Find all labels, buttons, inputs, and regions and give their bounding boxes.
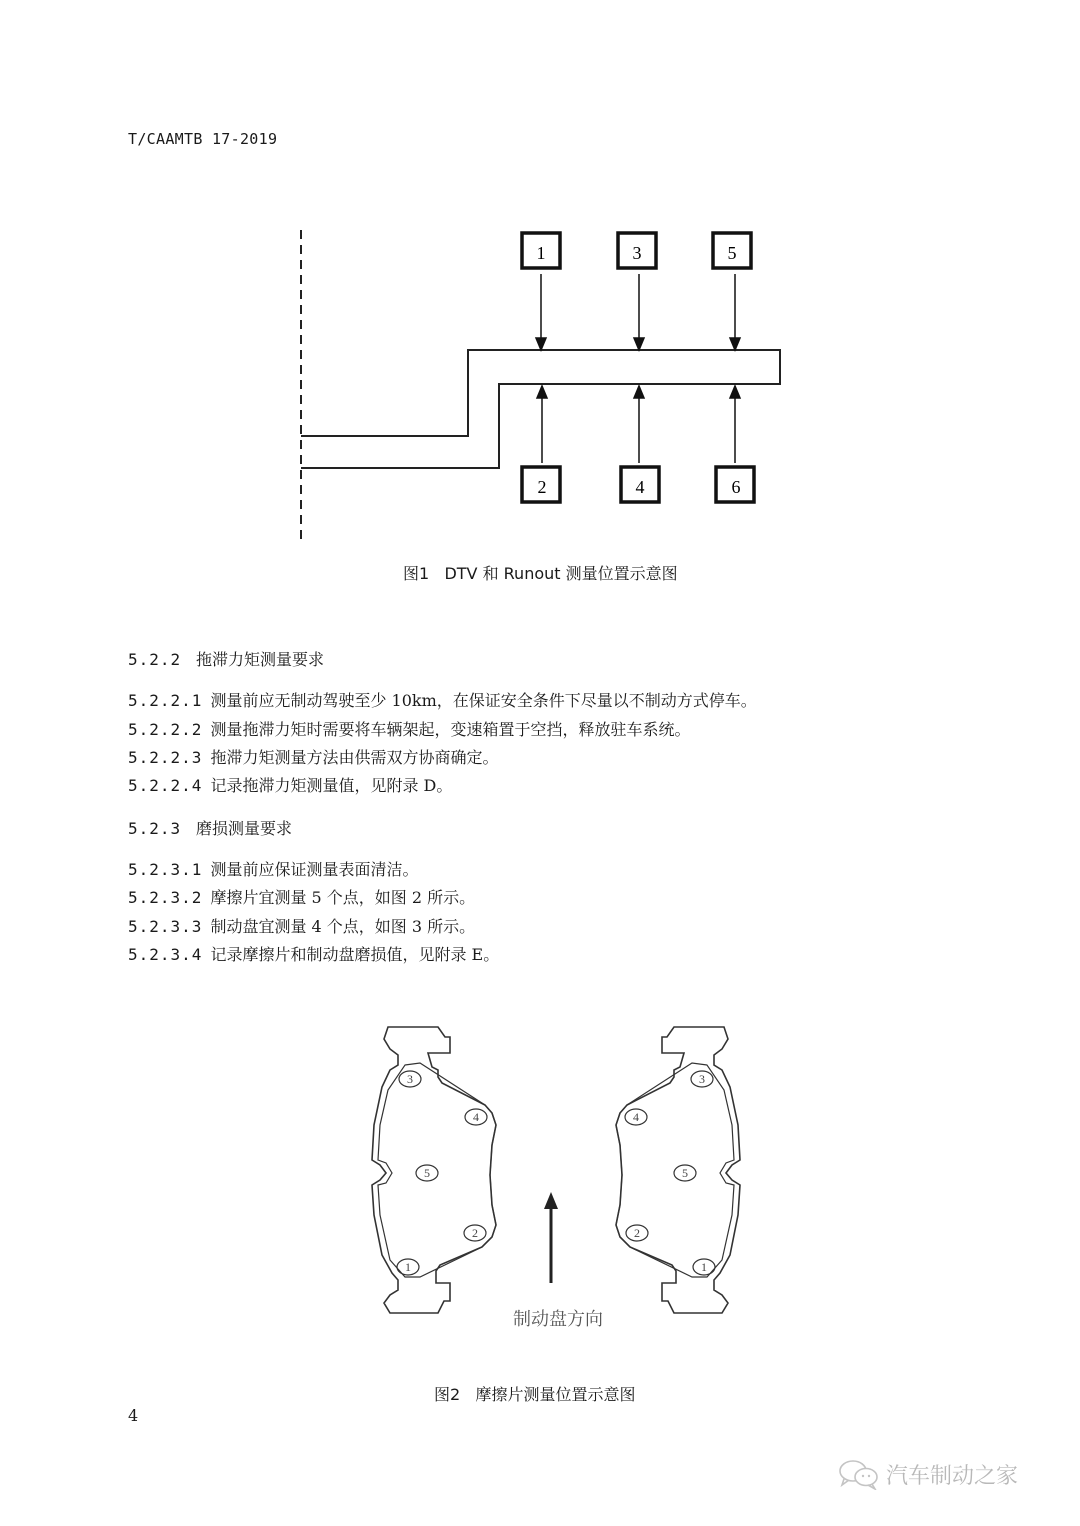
brake-pad-right <box>616 1027 740 1313</box>
brake-pad-left <box>372 1027 496 1313</box>
svg-text:2: 2 <box>634 1226 640 1240</box>
svg-text:6: 6 <box>731 477 741 497</box>
figure1-caption: 图1 DTV 和 Runout 测量位置示意图 <box>403 564 678 583</box>
point-box-3 <box>618 233 656 268</box>
watermark-text: 汽车制动之家 <box>886 1463 1019 1489</box>
paragraph-5-2-3-4: 5.2.3.4 记录摩擦片和制动盘磨损值，见附录 E。 <box>128 945 500 964</box>
point-box-2 <box>522 467 560 502</box>
figure2-caption: 图2 摩擦片测量位置示意图 <box>434 1385 636 1404</box>
standard-code: T/CAAMTB 17-2019 <box>128 130 278 148</box>
svg-text:1: 1 <box>536 243 546 263</box>
point-box-4 <box>621 467 659 502</box>
arrow-up-icon <box>537 386 740 463</box>
figure1-diagram <box>280 220 800 550</box>
paragraph-5-2-3-1: 5.2.3.1 测量前应保证测量表面清洁。 <box>128 860 419 879</box>
paragraph-5-2-2-3: 5.2.2.3 拖滞力矩测量方法由供需双方协商确定。 <box>128 748 499 767</box>
arrow-up-icon <box>544 1192 558 1283</box>
paragraph-5-2-3-3: 5.2.3.3 制动盘宜测量 4 个点，如图 3 所示。 <box>128 917 476 936</box>
svg-text:1: 1 <box>701 1260 707 1274</box>
svg-text:3: 3 <box>699 1072 705 1086</box>
svg-text:2: 2 <box>472 1226 478 1240</box>
svg-text:5: 5 <box>424 1166 430 1180</box>
svg-text:3: 3 <box>407 1072 413 1086</box>
point-box-1 <box>522 233 560 268</box>
point-box-5 <box>713 233 751 268</box>
svg-text:4: 4 <box>635 477 645 497</box>
svg-text:4: 4 <box>633 1110 639 1124</box>
svg-text:1: 1 <box>405 1260 411 1274</box>
section-heading-5-2-3: 5.2.3 磨损测量要求 <box>128 819 293 838</box>
watermark <box>838 1458 1018 1490</box>
paragraph-5-2-2-4: 5.2.2.4 记录拖滞力矩测量值，见附录 D。 <box>128 776 453 795</box>
svg-text:4: 4 <box>473 1110 479 1124</box>
paragraph-5-2-2-1: 5.2.2.1 测量前应无制动驾驶至少 10km，在保证安全条件下尽量以不制动方式停车。 <box>128 691 757 710</box>
paragraph-5-2-2-2: 5.2.2.2 测量拖滞力矩时需要将车辆架起，变速箱置于空挡，释放驻车系统。 <box>128 720 691 739</box>
svg-text:2: 2 <box>537 477 547 497</box>
arrow-down-icon <box>536 274 740 350</box>
point-box-6 <box>716 467 754 502</box>
svg-text:5: 5 <box>682 1166 688 1180</box>
figure2-diagram <box>360 1015 760 1335</box>
svg-text:5: 5 <box>727 243 737 263</box>
disc-direction-label: 制动盘方向 <box>513 1309 603 1330</box>
section-heading-5-2-2: 5.2.2 拖滞力矩测量要求 <box>128 650 325 669</box>
page-number: 4 <box>128 1406 139 1425</box>
svg-text:3: 3 <box>632 243 642 263</box>
wechat-icon <box>838 1458 880 1490</box>
paragraph-5-2-3-2: 5.2.3.2 摩擦片宜测量 5 个点，如图 2 所示。 <box>128 888 476 907</box>
